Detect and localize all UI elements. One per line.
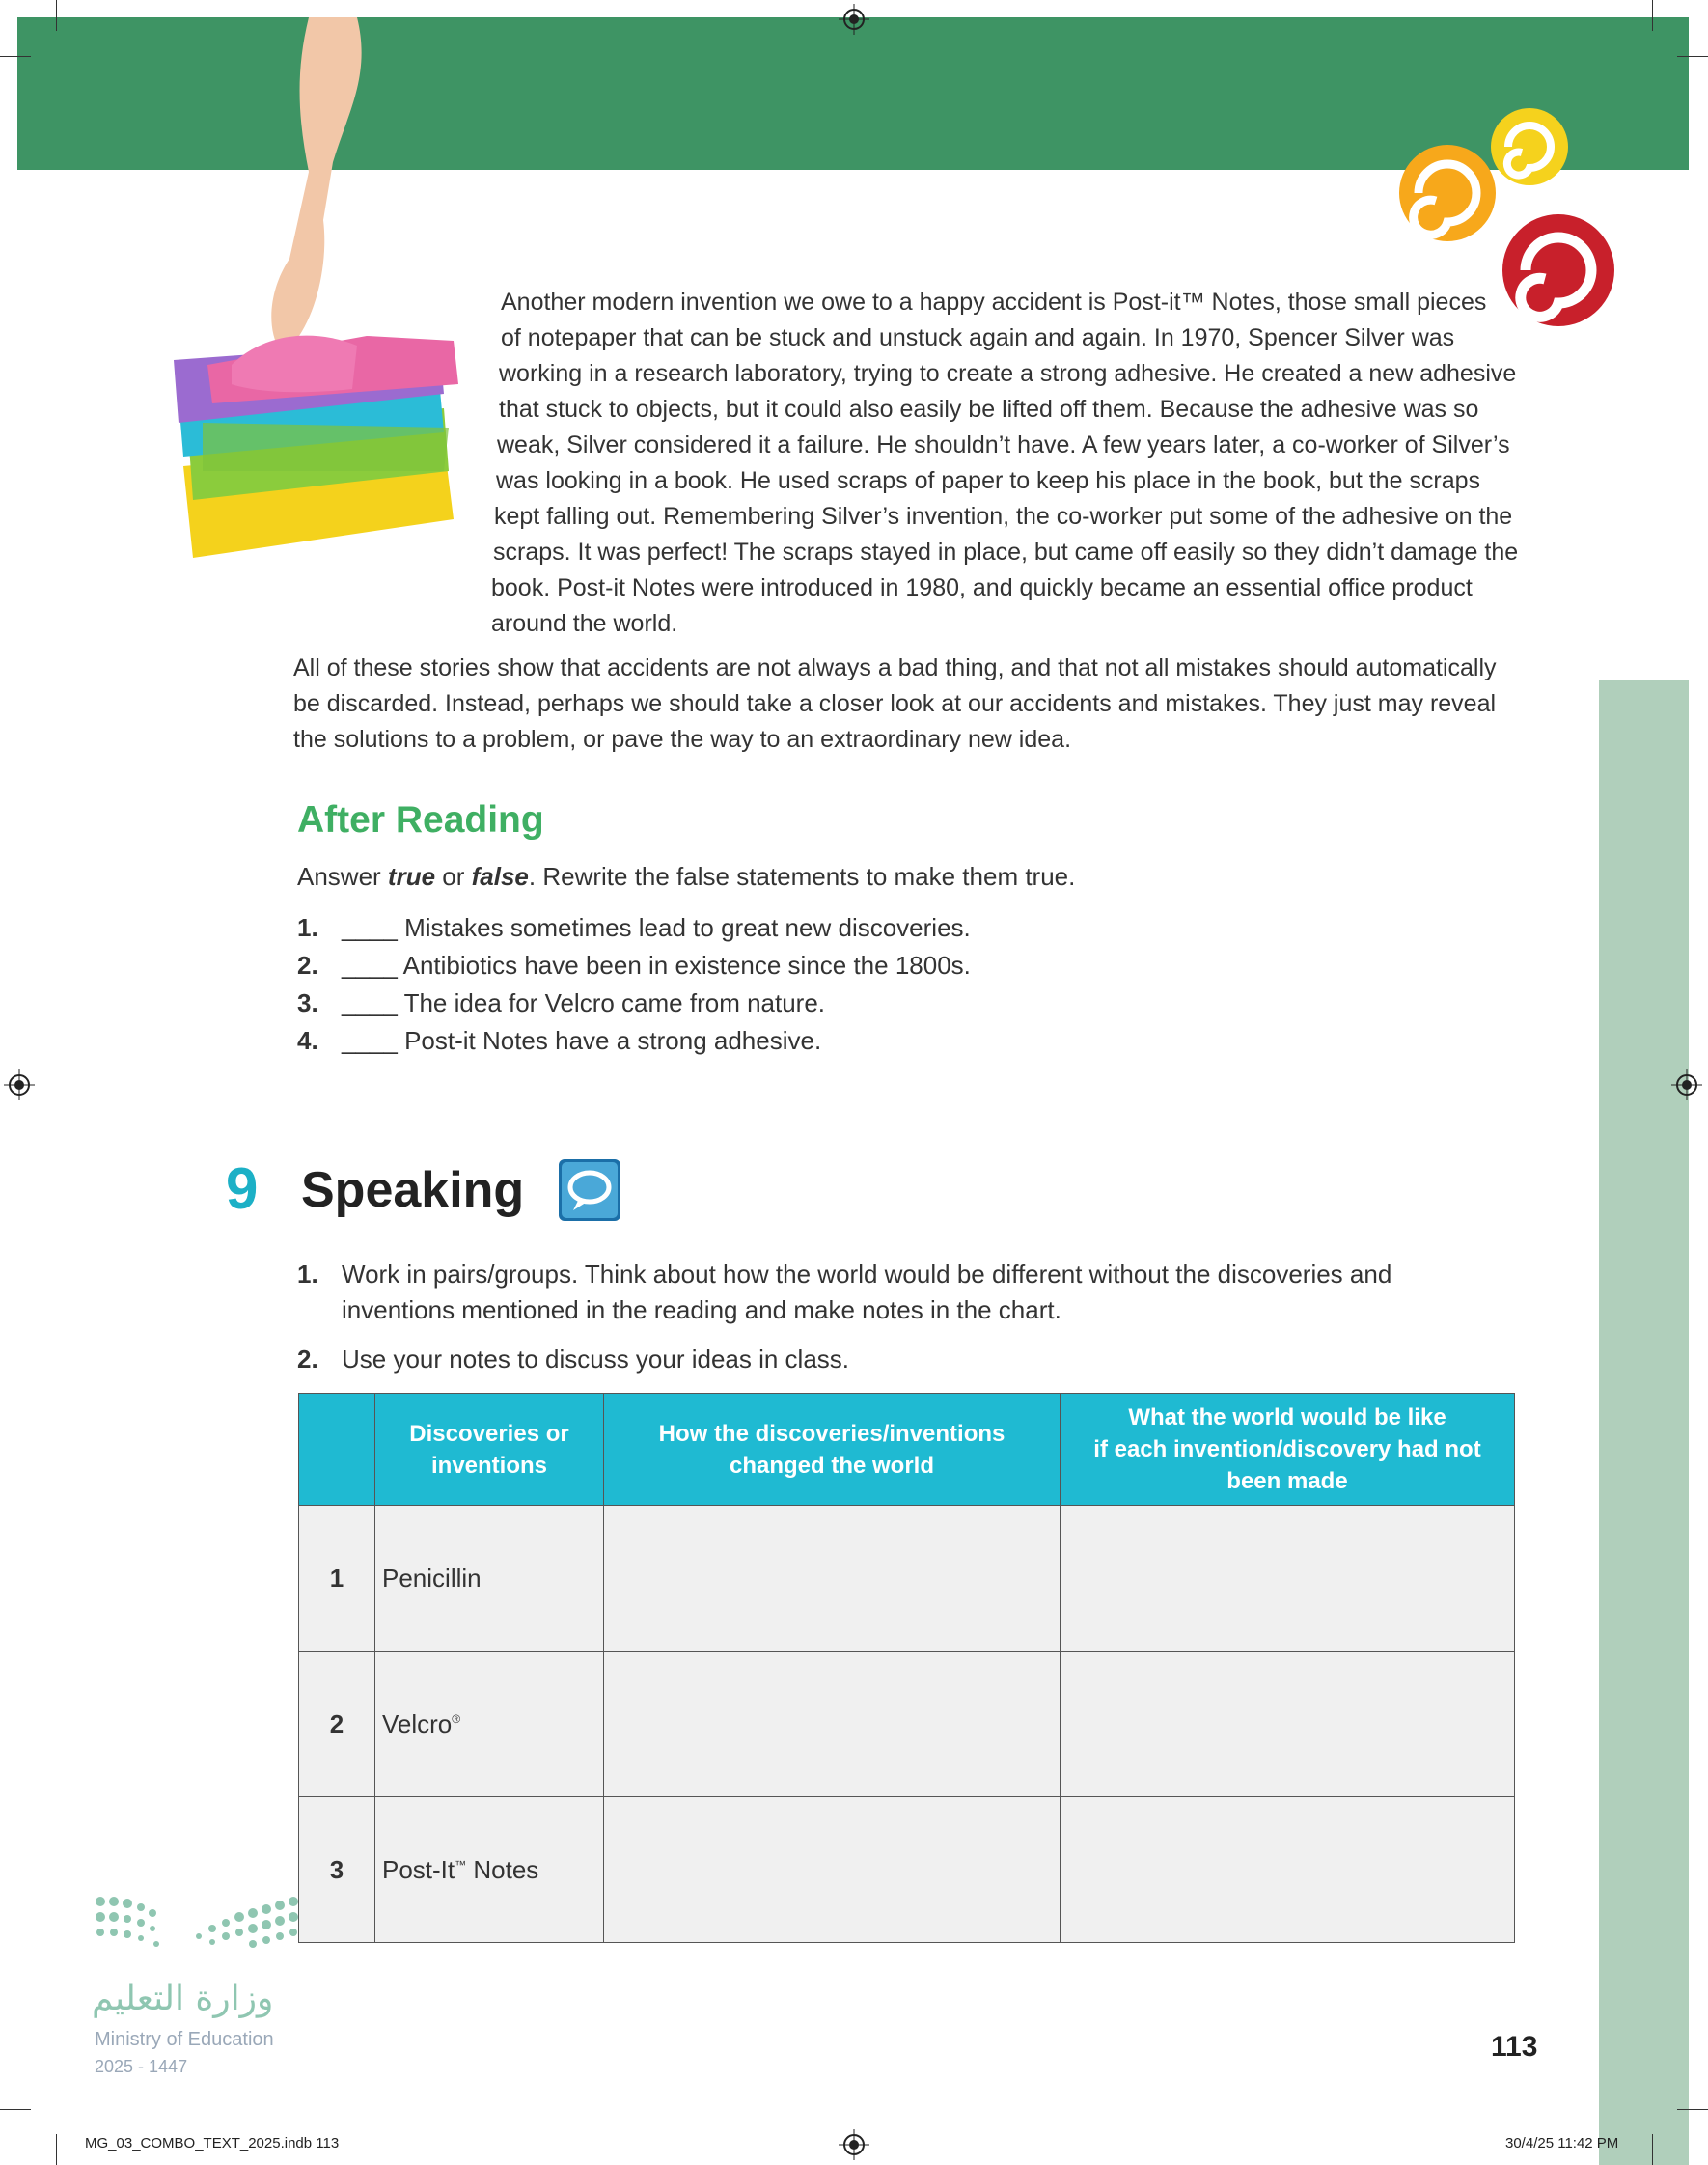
instruction-start: Answer (297, 862, 388, 891)
row-number: 3 (299, 1797, 375, 1943)
section-number: 9 (226, 1156, 259, 1221)
header-cell-without: What the world would be like if each invention/discovery had not been made (1061, 1394, 1515, 1506)
text-line: scraps. It was perfect! The scraps stayed in place, but came off easily so they didn’t damage the (493, 539, 1519, 566)
chart-header-row (299, 1394, 1515, 1506)
text-line: weak, Silver considered it a failure. He shouldn’t have. A few years later, a co-worker of Silver’s (497, 431, 1510, 458)
speaking-task (297, 1342, 849, 1377)
table-row (299, 1797, 1515, 1943)
row-number: 1 (299, 1506, 375, 1652)
instruction-end: . Rewrite the false statements to make them true. (528, 862, 1076, 891)
question-item (297, 988, 825, 1018)
registration-mark-icon (839, 4, 869, 35)
question-text: ____ The idea for Velcro came from nature. (342, 988, 826, 1017)
text-line: kept falling out. Remembering Silver’s invention, the co-worker put some of the adhesive on the (494, 503, 1513, 530)
speaking-task (297, 1257, 1391, 1328)
task-text: Use your notes to discuss your ideas in class. (342, 1345, 850, 1374)
question-number: 1. (297, 913, 318, 942)
table-row (299, 1652, 1515, 1797)
header-cell-discoveries: Discoveries or inventions (375, 1394, 604, 1506)
text-line: the solutions to a problem, or pave the way to an extraordinary new idea. (293, 726, 1072, 753)
registration-mark-icon (4, 1069, 35, 1100)
question-item (297, 913, 971, 943)
notes-cell[interactable] (1061, 1797, 1515, 1943)
question-item (297, 1026, 821, 1056)
footer-timestamp: 30/4/25 11:42 PM (1505, 2135, 1619, 2151)
invention-name: Post-It™ Notes (375, 1797, 604, 1943)
text-line: Another modern invention we owe to a happy accident is Post-it™ Notes, those small pieces (501, 289, 1487, 316)
text-line: be discarded. Instead, perhaps we should take a closer look at our accidents and mistakes. They just may reveal (293, 690, 1497, 717)
question-item (297, 951, 971, 981)
question-text: ____ Antibiotics have been in existence since the 1800s. (342, 951, 971, 980)
notes-cell[interactable] (1061, 1652, 1515, 1797)
row-number: 2 (299, 1652, 375, 1797)
table-row (299, 1506, 1515, 1652)
sticky-notes-hand-icon (164, 17, 473, 597)
after-reading-heading: After Reading (297, 799, 544, 841)
false-word: false (471, 862, 529, 891)
true-word: true (387, 862, 436, 891)
question-number: 3. (297, 988, 318, 1017)
header-cell-number (299, 1394, 375, 1506)
text-line: working in a research laboratory, trying to create a strong adhesive. He created a new adhesive (499, 360, 1517, 387)
text-line: of notepaper that can be stuck and unstuck again and again. In 1970, Spencer Silver was (501, 324, 1455, 351)
ministry-english-name: Ministry of Education (95, 2029, 274, 2050)
task-number: 1. (297, 1260, 318, 1289)
registration-mark-icon (839, 2129, 869, 2160)
registration-mark-icon (1671, 1069, 1702, 1100)
question-text: ____ Post-it Notes have a strong adhesive. (342, 1026, 822, 1055)
conclusion-paragraph (293, 651, 1497, 758)
ministry-dots-logo-icon (93, 1892, 305, 1969)
notes-cell[interactable] (1061, 1506, 1515, 1652)
text-line: around the world. (491, 610, 678, 637)
notes-chart (298, 1393, 1515, 1943)
footer-file-info: MG_03_COMBO_TEXT_2025.indb 113 (85, 2135, 340, 2151)
invention-name: Velcro® (375, 1652, 604, 1797)
section-title: Speaking (301, 1162, 525, 1218)
task-text: inventions mentioned in the reading and make notes in the chart. (342, 1295, 1061, 1324)
page-number: 113 (1491, 2031, 1538, 2063)
notes-cell[interactable] (604, 1506, 1061, 1652)
question-text: ____ Mistakes sometimes lead to great new discoveries. (342, 913, 971, 942)
task-number: 2. (297, 1345, 318, 1374)
instruction-or: or (435, 862, 472, 891)
postit-paragraph (491, 285, 1519, 642)
after-reading-instructions (297, 862, 1075, 892)
invention-name: Penicillin (375, 1506, 604, 1652)
text-line: was looking in a book. He used scraps of paper to keep his place in the book, but the scraps (496, 467, 1481, 494)
notes-cell[interactable] (604, 1652, 1061, 1797)
text-line: that stuck to objects, but it could also easily be lifted off them. Because the adhesive was so (499, 396, 1479, 423)
task-text: Work in pairs/groups. Think about how the world would be different without the discoveries and (342, 1260, 1392, 1289)
ministry-arabic-name: وزارة التعليم (92, 1979, 274, 2018)
question-number: 2. (297, 951, 318, 980)
text-line: All of these stories show that accidents are not always a bad thing, and that not all mistakes should automatically (293, 654, 1497, 681)
ministry-year: 2025 - 1447 (95, 2057, 188, 2076)
header-cell-changed-world: How the discoveries/inventions changed the world (604, 1394, 1061, 1506)
notes-cell[interactable] (604, 1797, 1061, 1943)
text-line: book. Post-it Notes were introduced in 1980, and quickly became an essential office product (491, 574, 1473, 601)
speech-bubble-icon (558, 1158, 621, 1222)
question-number: 4. (297, 1026, 318, 1055)
side-margin-bar (1599, 680, 1689, 2165)
